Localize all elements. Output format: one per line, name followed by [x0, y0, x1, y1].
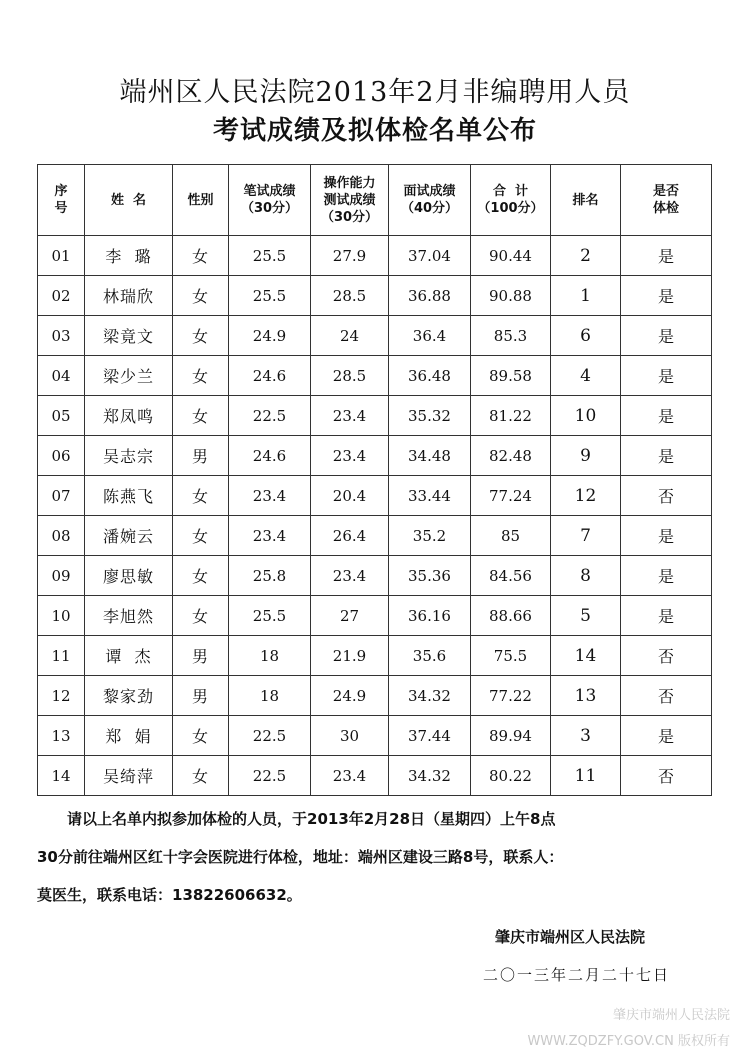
cell-rank: 13: [551, 676, 621, 716]
table-header-row: [38, 165, 712, 236]
cell-practical: 28.5: [311, 276, 389, 316]
notice-line-1: 请以上名单内拟参加体检的人员，于2013年2月28日（星期四）上午8点: [67, 810, 556, 828]
cell-exam: 否: [621, 476, 712, 516]
cell-practical: 23.4: [311, 556, 389, 596]
cell-name: 潘婉云: [85, 516, 173, 556]
cell-name: 郑凤鸣: [85, 396, 173, 436]
watermark-line-1: 肇庆市端州人民法院: [612, 1008, 730, 1023]
cell-total: 77.24: [471, 476, 551, 516]
cell-practical: 23.4: [311, 396, 389, 436]
document-title-line-2: 考试成绩及拟体检名单公布: [212, 116, 537, 146]
cell-seq: 13: [38, 716, 85, 756]
cell-name: 黎家劲: [85, 676, 173, 716]
cell-rank: 2: [551, 236, 621, 276]
cell-interview: 35.2: [389, 516, 471, 556]
cell-gender: 女: [173, 356, 229, 396]
cell-interview: 35.6: [389, 636, 471, 676]
cell-seq: 14: [38, 756, 85, 796]
cell-rank: 10: [551, 396, 621, 436]
cell-gender: 男: [173, 436, 229, 476]
cell-total: 90.88: [471, 276, 551, 316]
cell-rank: 6: [551, 316, 621, 356]
cell-practical: 24.9: [311, 676, 389, 716]
cell-exam: 是: [621, 556, 712, 596]
cell-rank: 7: [551, 516, 621, 556]
cell-gender: 男: [173, 676, 229, 716]
cell-exam: 是: [621, 716, 712, 756]
cell-written: 24.6: [229, 436, 311, 476]
cell-practical: 20.4: [311, 476, 389, 516]
table-row: [38, 556, 712, 596]
cell-interview: 34.32: [389, 756, 471, 796]
table-row: [38, 516, 712, 556]
cell-written: 18: [229, 676, 311, 716]
table-row: [38, 236, 712, 276]
table-row: [38, 356, 712, 396]
cell-total: 80.22: [471, 756, 551, 796]
cell-name: 李 璐: [85, 236, 173, 276]
notice-line-2: 30分前往端州区红十字会医院进行体检，地址：端州区建设三路8号，联系人：: [37, 848, 564, 866]
table-row: [38, 636, 712, 676]
cell-gender: 女: [173, 316, 229, 356]
issue-date: 二〇一三年二月二十七日: [483, 966, 671, 984]
document-title-line-1: 端州区人民法院2013年2月非编聘用人员: [119, 77, 631, 108]
cell-seq: 12: [38, 676, 85, 716]
cell-seq: 10: [38, 596, 85, 636]
cell-gender: 女: [173, 716, 229, 756]
cell-name: 吴志宗: [85, 436, 173, 476]
cell-gender: 女: [173, 556, 229, 596]
header-rank: 排名: [551, 165, 621, 236]
cell-written: 25.5: [229, 276, 311, 316]
cell-interview: 36.4: [389, 316, 471, 356]
table-row: [38, 716, 712, 756]
cell-practical: 26.4: [311, 516, 389, 556]
cell-practical: 28.5: [311, 356, 389, 396]
cell-exam: 否: [621, 636, 712, 676]
cell-written: 24.9: [229, 316, 311, 356]
cell-interview: 35.32: [389, 396, 471, 436]
cell-exam: 是: [621, 516, 712, 556]
cell-name: 吴绮萍: [85, 756, 173, 796]
cell-name: 梁竟文: [85, 316, 173, 356]
cell-gender: 女: [173, 756, 229, 796]
cell-total: 85.3: [471, 316, 551, 356]
cell-total: 90.44: [471, 236, 551, 276]
table-row: [38, 436, 712, 476]
header-interview: 面试成绩 （40分）: [389, 165, 471, 236]
cell-gender: 女: [173, 516, 229, 556]
cell-name: 廖思敏: [85, 556, 173, 596]
cell-interview: 36.16: [389, 596, 471, 636]
cell-exam: 是: [621, 436, 712, 476]
cell-exam: 是: [621, 316, 712, 356]
cell-total: 77.22: [471, 676, 551, 716]
notice-line-3: 莫医生，联系电话：13822606632。: [37, 886, 302, 904]
cell-interview: 34.32: [389, 676, 471, 716]
cell-seq: 02: [38, 276, 85, 316]
cell-practical: 30: [311, 716, 389, 756]
table-row: [38, 396, 712, 436]
cell-rank: 5: [551, 596, 621, 636]
cell-interview: 36.88: [389, 276, 471, 316]
cell-gender: 女: [173, 396, 229, 436]
cell-name: 郑 娟: [85, 716, 173, 756]
watermark-line-2: WWW.ZQDZFY.GOV.CN 版权所有: [527, 1034, 730, 1049]
notice-paragraph: [37, 800, 677, 914]
cell-written: 18: [229, 636, 311, 676]
cell-seq: 05: [38, 396, 85, 436]
cell-rank: 4: [551, 356, 621, 396]
score-table: [37, 164, 712, 796]
cell-total: 88.66: [471, 596, 551, 636]
cell-practical: 27.9: [311, 236, 389, 276]
cell-rank: 11: [551, 756, 621, 796]
cell-exam: 否: [621, 676, 712, 716]
cell-interview: 35.36: [389, 556, 471, 596]
cell-written: 25.5: [229, 236, 311, 276]
cell-rank: 8: [551, 556, 621, 596]
table-row: [38, 596, 712, 636]
cell-practical: 27: [311, 596, 389, 636]
cell-exam: 是: [621, 356, 712, 396]
header-written: 笔试成绩 （30分）: [229, 165, 311, 236]
cell-interview: 37.04: [389, 236, 471, 276]
cell-practical: 24: [311, 316, 389, 356]
cell-rank: 1: [551, 276, 621, 316]
cell-gender: 女: [173, 476, 229, 516]
cell-seq: 08: [38, 516, 85, 556]
cell-name: 林瑞欣: [85, 276, 173, 316]
cell-total: 85: [471, 516, 551, 556]
table-row: [38, 676, 712, 716]
cell-gender: 女: [173, 236, 229, 276]
cell-gender: 女: [173, 276, 229, 316]
cell-interview: 36.48: [389, 356, 471, 396]
cell-total: 82.48: [471, 436, 551, 476]
cell-written: 22.5: [229, 756, 311, 796]
cell-rank: 3: [551, 716, 621, 756]
cell-seq: 07: [38, 476, 85, 516]
cell-exam: 是: [621, 236, 712, 276]
cell-rank: 12: [551, 476, 621, 516]
header-total: 合 计 （100分）: [471, 165, 551, 236]
header-exam: 是否 体检: [621, 165, 712, 236]
cell-total: 75.5: [471, 636, 551, 676]
cell-seq: 03: [38, 316, 85, 356]
cell-seq: 06: [38, 436, 85, 476]
cell-practical: 21.9: [311, 636, 389, 676]
cell-total: 89.94: [471, 716, 551, 756]
cell-interview: 33.44: [389, 476, 471, 516]
header-name: 姓 名: [85, 165, 173, 236]
cell-written: 24.6: [229, 356, 311, 396]
cell-practical: 23.4: [311, 756, 389, 796]
table-row: [38, 476, 712, 516]
cell-total: 89.58: [471, 356, 551, 396]
cell-seq: 01: [38, 236, 85, 276]
cell-exam: 是: [621, 596, 712, 636]
cell-practical: 23.4: [311, 436, 389, 476]
table-row: [38, 756, 712, 796]
cell-name: 陈燕飞: [85, 476, 173, 516]
cell-rank: 14: [551, 636, 621, 676]
cell-rank: 9: [551, 436, 621, 476]
cell-gender: 女: [173, 596, 229, 636]
cell-gender: 男: [173, 636, 229, 676]
cell-written: 23.4: [229, 476, 311, 516]
cell-seq: 11: [38, 636, 85, 676]
header-practical: 操作能力 测试成绩 （30分）: [311, 165, 389, 236]
cell-written: 25.5: [229, 596, 311, 636]
cell-exam: 否: [621, 756, 712, 796]
cell-written: 25.8: [229, 556, 311, 596]
cell-name: 梁少兰: [85, 356, 173, 396]
cell-name: 谭 杰: [85, 636, 173, 676]
cell-seq: 09: [38, 556, 85, 596]
header-gender: 性别: [173, 165, 229, 236]
cell-exam: 是: [621, 396, 712, 436]
cell-name: 李旭然: [85, 596, 173, 636]
cell-interview: 37.44: [389, 716, 471, 756]
cell-written: 23.4: [229, 516, 311, 556]
cell-total: 84.56: [471, 556, 551, 596]
issuing-organization: 肇庆市端州区人民法院: [495, 928, 646, 946]
cell-total: 81.22: [471, 396, 551, 436]
cell-written: 22.5: [229, 396, 311, 436]
table-row: [38, 316, 712, 356]
header-seq: 序 号: [38, 165, 85, 236]
cell-seq: 04: [38, 356, 85, 396]
cell-exam: 是: [621, 276, 712, 316]
table-row: [38, 276, 712, 316]
cell-written: 22.5: [229, 716, 311, 756]
cell-interview: 34.48: [389, 436, 471, 476]
